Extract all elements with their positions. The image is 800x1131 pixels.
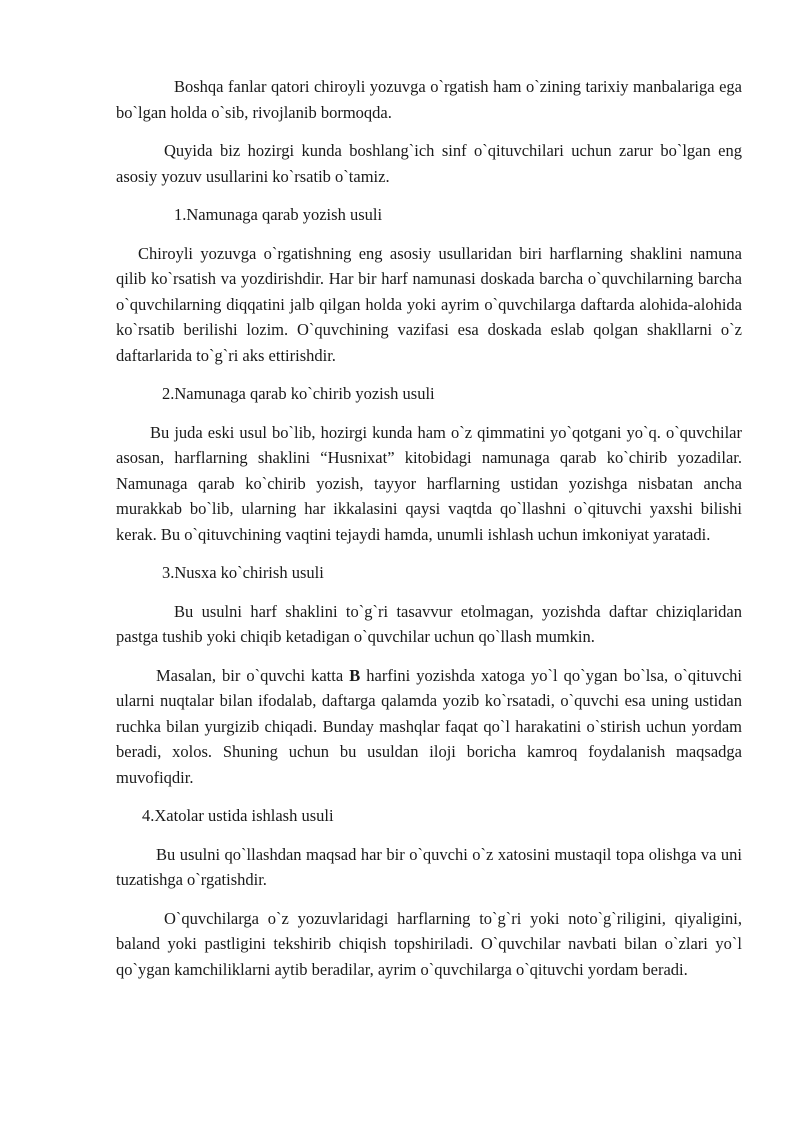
section1-body: Chiroyli yozuvga o`rgatishning eng asosiy usullaridan biri harflarning shaklini namuna qilib ko`rsatish va yozdirishdir. Har bir harf namunasi doskada barcha o`quvchilarning barcha o`quvchilarning diqqatini jalb qilgan holda yoki ayrim o`quvchilarga daftarda alohida-alohida ko`rsatib berilishi lozim. O`quvchining vazifasi esa doskada eslab qolgan shakllarni o`z daftarlarida to`g`ri aks ettirishdir. — [116, 243, 742, 365]
section3-heading: 3.Nusxa ko`chirish usuli — [162, 563, 324, 582]
section2-body: Bu juda eski usul bo`lib, hozirgi kunda ham o`z qimmatini yo`qotgani yo`q. o`quvchilar asosan, harflarning shaklini “Husnixat” kitobidagi namunaga qarab ko`chirib yozadilar. Namunaga qarab ko`chirib yozish, tayyor harflarning ustidan yozishga nisbatan ancha murakkab bo`lib, ularning har ikkalasini qaysi vaqtda qo`llashni o`qituvchi yaxshi bilishi kerak. Bu o`qituvchining vaqtini tejaydi hamda, unumli ishlash uchun imkoniyat yaratadi. — [116, 422, 742, 544]
section1-heading: 1.Namunaga qarab yozish usuli — [174, 205, 383, 224]
example-text-after: harfini yozishda xatoga yo`l qo`ygan bo`lsa, o`qituvchi ularni nuqtalar bilan ifodalab, daftarga qalamda yozib ko`rsatadi, o`quvchi esa uning ustidan ruchka bilan yurgizib chiqadi. Bunday mashqlar faqat qo`l harakatini o`stirish uchun yordam beradi, xolos. Shuning uchun bu usuldan iloji boricha kamroq foydalanish maqsadga muvofiqdir. — [116, 665, 743, 787]
intro-paragraph: Boshqa fanlar qatori chiroyli yozuvga o`rgatish ham o`zining tarixiy manbalariga ega bo`lgan holda o`sib, rivojlanib bormoqda. — [116, 77, 742, 122]
section4-body2: O`quvchilarga o`z yozuvlaridagi harflarning to`g`ri yoki noto`g`riligini, qiyaligini, baland yoki pastligini tekshirib chiqish topshiriladi. O`quvchilar navbati bilan o`zlari yo`l qo`ygan kamchiliklarni aytib beradilar, ayrim o`quvchilarga o`qituvchi yordam beradi. — [116, 908, 742, 979]
section3-body: Bu usulni harf shaklini to`g`ri tasavvur etolmagan, yozishda daftar chiziqlaridan pastga tushib yoki chiqib ketadigan o`quvchilar uchun qo`llash mumkin. — [116, 601, 742, 646]
section4-heading: 4.Xatolar ustida ishlash usuli — [142, 806, 334, 825]
section2-heading: 2.Namunaga qarab ko`chirib yozish usuli — [162, 384, 435, 403]
section3-example — [116, 663, 742, 791]
lead-paragraph: Quyida biz hozirgi kunda boshlang`ich sinf o`qituvchilari uchun zarur bo`lgan eng asosiy yozuv usullarini ko`rsatib o`tamiz. — [116, 141, 742, 186]
section4-body: Bu usulni qo`llashdan maqsad har bir o`quvchi o`z xatosini mustaqil topa olishga va uni tuzatishga o`rgatishdir. — [116, 844, 742, 889]
document-page — [116, 74, 742, 995]
example-bold-letter: B — [349, 665, 361, 685]
example-text-before: Masalan, bir o`quvchi katta — [156, 665, 350, 685]
